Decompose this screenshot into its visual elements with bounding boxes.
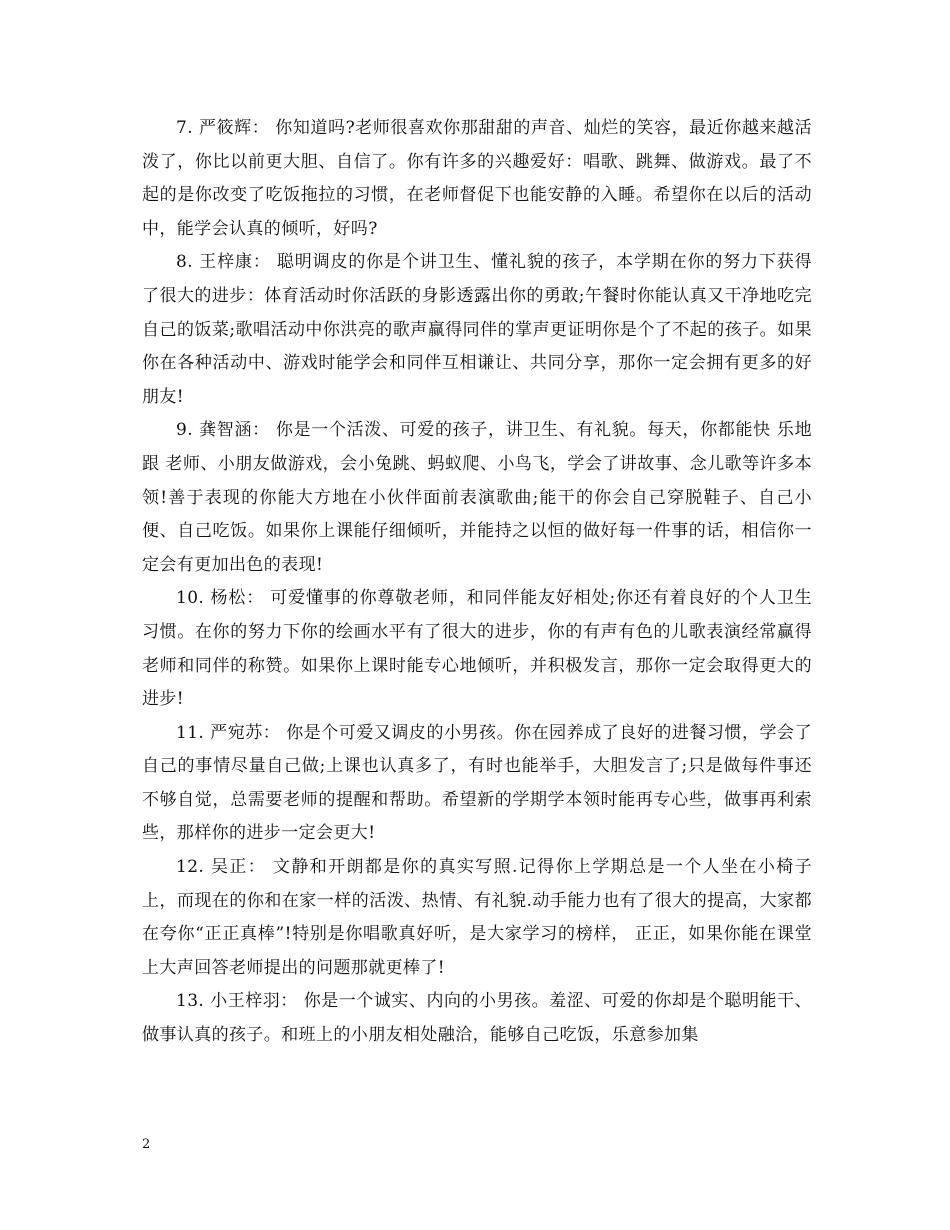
comment-paragraph-11: 11. 严宛苏： 你是个可爱又调皮的小男孩。你在园养成了良好的进餐习惯，学会了自己的事情尽量自己做;上课也认真多了，有时也能举手，大胆发言了;只是做每件事还不够自觉，总需要老师的提醒和帮助。希望新的学期学本领时能再专心些，做事再利索些，那样你的进步一定会更大! xyxy=(142,722,812,844)
comment-paragraph-8: 8. 王梓康： 聪明调皮的你是个讲卫生、懂礼貌的孩子，本学期在你的努力下获得了很大的进步：体育活动时你活跃的身影透露出你的勇敢;午餐时你能认真又干净地吃完自己的饭菜;歌唱活动中你洪亮的歌声赢得同伴的掌声更证明你是个了不起的孩子。如果你在各种活动中、游戏时能学会和同伴互相谦让、共同分享，那你一定会拥有更多的好朋友! xyxy=(142,252,812,407)
page-content xyxy=(142,112,812,1053)
comment-paragraph-10: 10. 杨松： 可爱懂事的你尊敬老师，和同伴能友好相处;你还有着良好的个人卫生习惯。在你的努力下你的绘画水平有了很大的进步，你的有声有色的儿歌表演经常赢得 老师和同伴的称赞。如果你上课时能专心地倾听，并积极发言，那你一定会取得更大的进步! xyxy=(142,588,812,710)
comment-paragraph-7: 7. 严筱辉： 你知道吗?老师很喜欢你那甜甜的声音、灿烂的笑容，最近你越来越活泼了，你比以前更大胆、自信了。你有许多的兴趣爱好：唱歌、跳舞、做游戏。最了不起的是你改变了吃饭拖拉的习惯，在老师督促下也能安静的入睡。希望你在以后的活动中，能学会认真的倾听，好吗? xyxy=(142,118,812,239)
page-number: 2 xyxy=(142,1137,151,1152)
comment-paragraph-12: 12. 吴正： 文静和开朗都是你的真实写照.记得你上学期总是一个人坐在小椅子上，而现在的你和在家一样的活泼、热情、有礼貌.动手能力也有了很大的提高，大家都在夸你“正正真棒”!特别是你唱歌真好听，是大家学习的榜样， 正正，如果你能在课堂上大声回答老师提出的问题那就更棒了! xyxy=(142,857,812,978)
comment-paragraph-13: 13. 小王梓羽： 你是一个诚实、内向的小男孩。羞涩、可爱的你却是个聪明能干、做事认真的孩子。和班上的小朋友相处融洽，能够自己吃饭，乐意参加集 xyxy=(142,991,812,1046)
comment-paragraph-9: 9. 龚智涵： 你是一个活泼、可爱的孩子，讲卫生、有礼貌。每天，你都能快 乐地跟 老师、小朋友做游戏，会小兔跳、蚂蚁爬、小鸟飞，学会了讲故事、念儿歌等许多本领!善于表现的你能大方地在小伙伴面前表演歌曲;能干的你会自己穿脱鞋子、自己小便、自己吃饭。如果你上课能仔细倾听，并能持之以恒的做好每一件事的话，相信你一定会有更加出色的表现! xyxy=(142,420,812,575)
